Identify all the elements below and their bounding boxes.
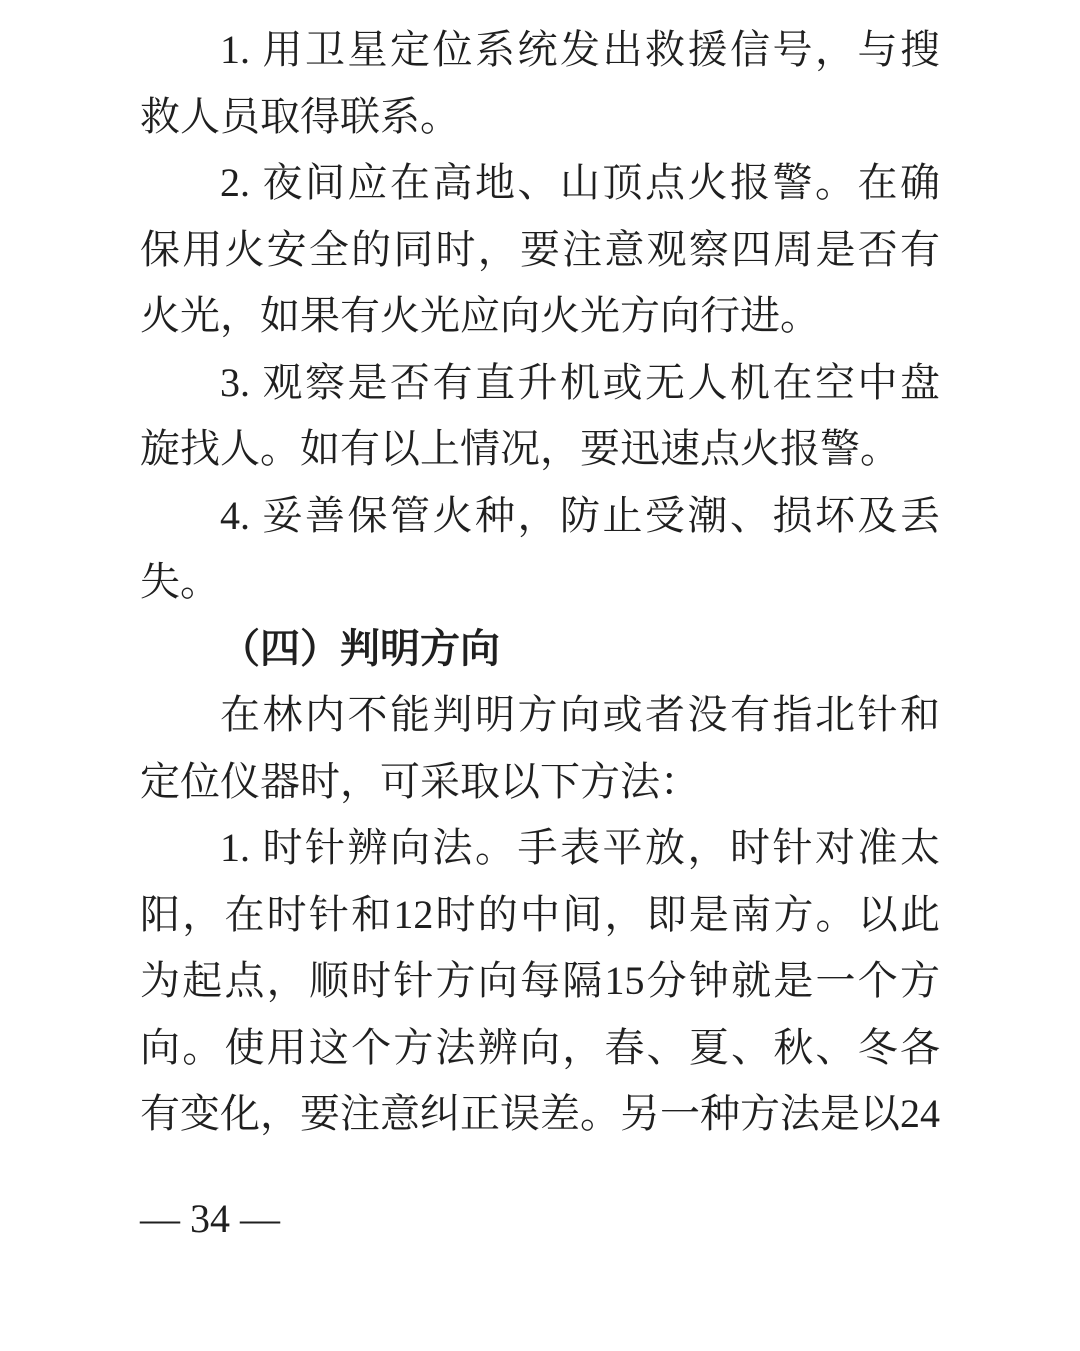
text-line: 1. 时针辨向法。手表平放，时针对准太 <box>220 825 940 870</box>
text-line: 3. 观察是否有直升机或无人机在空中盘 <box>220 359 940 405</box>
text-line: 向。使用这个方法辨向，春、夏、秋、冬各 <box>140 1024 940 1070</box>
text-line: 失。 <box>140 559 220 604</box>
text-line: 旋找人。如有以上情况，要迅速点火报警。 <box>140 426 900 471</box>
text-line: 2. 夜间应在高地、山顶点火报警。在确 <box>220 160 940 205</box>
text-line: 有变化，要注意纠正误差。另一种方法是以24 <box>140 1091 940 1136</box>
text-line: 在林内不能判明方向或者没有指北针和 <box>220 692 940 737</box>
text-line: 救人员取得联系。 <box>140 93 460 139</box>
text-line: 4. 妥善保管火种，防止受潮、损坏及丢 <box>220 492 940 538</box>
text-line: 阳，在时针和12时的中间，即是南方。以此 <box>140 891 940 937</box>
text-line: 为起点，顺时针方向每隔15分钟就是一个方 <box>140 958 940 1003</box>
text-line: 保用火安全的同时，要注意观察四周是否有 <box>140 226 940 272</box>
text-line: 1. 用卫星定位系统发出救援信号，与搜 <box>220 27 940 72</box>
page-number: — 34 — <box>140 1196 280 1241</box>
page-content <box>140 17 940 1148</box>
section-heading: （四）判明方向 <box>220 625 500 671</box>
text-line: 定位仪器时，可采取以下方法： <box>140 758 700 804</box>
text-line: 火光，如果有火光应向火光方向行进。 <box>140 293 820 338</box>
